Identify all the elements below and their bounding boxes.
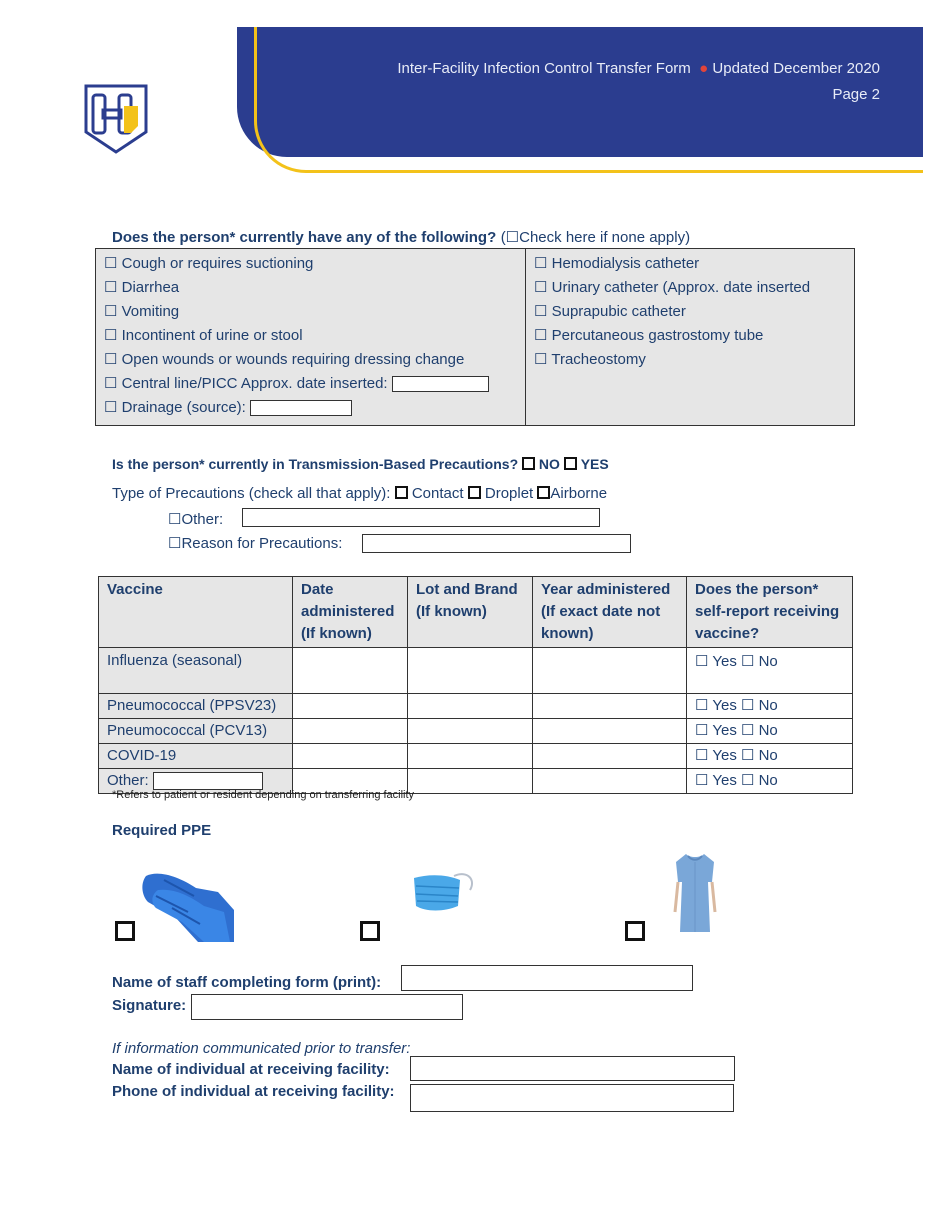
vaccine-self-report[interactable]: ☐ Yes ☐ No [687, 769, 853, 794]
vaccine-name: Influenza (seasonal) [99, 648, 293, 694]
table-row [99, 694, 853, 719]
table-row [99, 744, 853, 769]
vaccine-name: Pneumococcal (PCV13) [99, 719, 293, 744]
condition-tracheostomy[interactable]: ☐ Tracheostomy [534, 351, 646, 368]
staff-name-label: Name of staff completing form (print): [112, 974, 382, 991]
table-row [99, 719, 853, 744]
vaccine-year-cell[interactable] [533, 769, 687, 794]
staff-name-input[interactable] [401, 965, 693, 991]
gown-icon [672, 852, 718, 934]
receiving-phone-input[interactable] [410, 1084, 734, 1112]
drainage-source-input[interactable] [250, 400, 352, 416]
droplet-checkbox[interactable] [468, 486, 481, 499]
conditions-divider [525, 249, 526, 425]
vaccine-name: Pneumococcal (PPSV23) [99, 694, 293, 719]
form-title: Inter-Facility Infection Control Transfer Form ● Updated December 2020 [397, 60, 880, 77]
condition-urinary-catheter[interactable]: ☐ Urinary catheter (Approx. date inserted [534, 279, 811, 296]
signature-input[interactable] [191, 994, 463, 1020]
vaccine-header-self-report: Does the person* self-report receiving vaccine? [687, 577, 853, 648]
conditions-question: Does the person* currently have any of the following? (☐Check here if none apply) [112, 229, 691, 246]
gown-checkbox[interactable] [625, 921, 645, 941]
precautions-no-checkbox[interactable] [522, 457, 535, 470]
signature-label: Signature: [112, 997, 187, 1014]
gloves-icon [138, 866, 238, 942]
contact-checkbox[interactable] [395, 486, 408, 499]
vaccine-year-cell[interactable] [533, 648, 687, 694]
vaccine-self-report[interactable]: ☐ Yes ☐ No [687, 648, 853, 694]
condition-gastrostomy[interactable]: ☐ Percutaneous gastrostomy tube [534, 327, 764, 344]
receiving-intro: If information communicated prior to transfer: [112, 1040, 411, 1057]
receiving-phone-label: Phone of individual at receiving facility: [112, 1083, 395, 1100]
precautions-question: Is the person* currently in Transmission-Based Precautions? NO YES [112, 456, 609, 472]
precautions-yes-checkbox[interactable] [564, 457, 577, 470]
conditions-right-column [534, 252, 810, 372]
airborne-checkbox[interactable] [537, 486, 550, 499]
vaccine-lot-cell[interactable] [408, 719, 533, 744]
vaccine-lot-cell[interactable] [408, 694, 533, 719]
conditions-box [95, 248, 855, 426]
vaccine-header-lot: Lot and Brand (If known) [408, 577, 533, 648]
condition-vomiting[interactable]: ☐ Vomiting [104, 303, 180, 320]
vaccine-name: COVID-19 [99, 744, 293, 769]
precaution-reason-label[interactable]: ☐Reason for Precautions: [168, 535, 343, 552]
vaccine-table [98, 576, 853, 794]
central-line-date-input[interactable] [392, 376, 489, 392]
table-row [99, 648, 853, 694]
vaccine-self-report[interactable]: ☐ Yes ☐ No [687, 694, 853, 719]
vaccine-header-date: Date administered (If known) [293, 577, 408, 648]
vaccine-year-cell[interactable] [533, 744, 687, 769]
logo-icon [82, 82, 150, 156]
condition-incontinent[interactable]: ☐ Incontinent of urine or stool [104, 327, 303, 344]
mask-icon [408, 866, 476, 916]
page-number: Page 2 [832, 86, 880, 103]
gloves-checkbox[interactable] [115, 921, 135, 941]
condition-open-wounds[interactable]: ☐ Open wounds or wounds requiring dressing change [104, 351, 465, 368]
condition-drainage[interactable]: ☐ Drainage (source): [104, 396, 489, 420]
condition-diarrhea[interactable]: ☐ Diarrhea [104, 279, 180, 296]
vaccine-header-year: Year administered (If exact date not known) [533, 577, 687, 648]
condition-cough[interactable]: ☐ Cough or requires suctioning [104, 255, 314, 272]
vaccine-year-cell[interactable] [533, 719, 687, 744]
mask-checkbox[interactable] [360, 921, 380, 941]
vaccine-lot-cell[interactable] [408, 648, 533, 694]
condition-central-line[interactable]: ☐ Central line/PICC Approx. date inserted: [104, 372, 489, 396]
condition-suprapubic[interactable]: ☐ Suprapubic catheter [534, 303, 686, 320]
ppe-title: Required PPE [112, 822, 212, 839]
precaution-types: Type of Precautions (check all that apply): Contact Droplet Airborne [112, 485, 608, 502]
receiving-name-label: Name of individual at receiving facility: [112, 1061, 390, 1078]
vaccine-date-cell[interactable] [293, 648, 408, 694]
precaution-other-input[interactable] [242, 508, 600, 527]
receiving-name-input[interactable] [410, 1056, 735, 1081]
precaution-reason-input[interactable] [362, 534, 631, 553]
vaccine-lot-cell[interactable] [408, 769, 533, 794]
footnote: *Refers to patient or resident depending on transferring facility [112, 789, 415, 801]
conditions-left-column [104, 252, 489, 420]
vaccine-date-cell[interactable] [293, 744, 408, 769]
vaccine-date-cell[interactable] [293, 719, 408, 744]
condition-hemodialysis[interactable]: ☐ Hemodialysis catheter [534, 255, 700, 272]
vaccine-name-other: Other: [99, 769, 293, 794]
vaccine-year-cell[interactable] [533, 694, 687, 719]
vaccine-lot-cell[interactable] [408, 744, 533, 769]
precaution-other-label[interactable]: ☐Other: [168, 511, 224, 528]
header-accent-line [254, 27, 923, 173]
vaccine-date-cell[interactable] [293, 694, 408, 719]
vaccine-self-report[interactable]: ☐ Yes ☐ No [687, 744, 853, 769]
vaccine-other-input[interactable] [153, 772, 263, 790]
vaccine-self-report[interactable]: ☐ Yes ☐ No [687, 719, 853, 744]
vaccine-header-name: Vaccine [99, 577, 293, 648]
